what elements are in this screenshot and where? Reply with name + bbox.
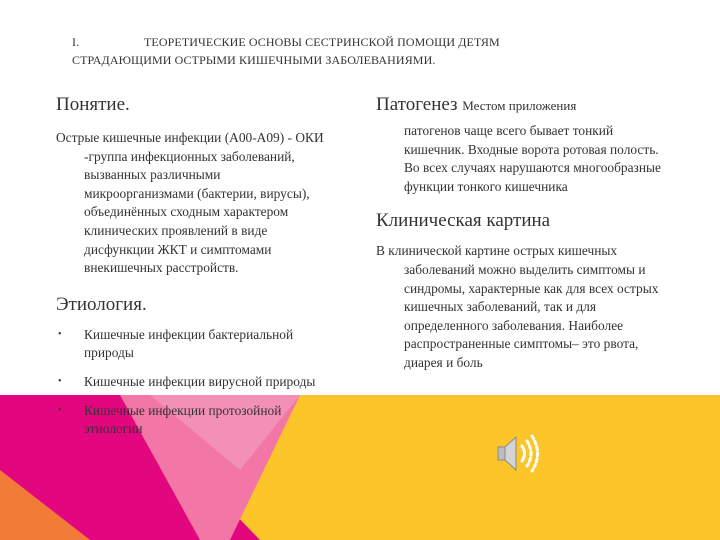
- bullet-icon: •: [58, 404, 62, 416]
- page-title: [72, 33, 672, 69]
- etiology-heading: Этиология.: [56, 293, 147, 315]
- pathogenesis-heading: Патогенез: [376, 94, 458, 115]
- list-item: • Кишечные инфекции протозойной этиологии: [58, 402, 282, 437]
- clinical-heading: Клиническая картина: [376, 210, 551, 232]
- pathogenesis-lead: Местом приложения: [462, 98, 577, 113]
- title-number: I.: [72, 35, 80, 49]
- clinical-text: В клинической картине острых кишечных заболеваний можно выделить симптомы и синдромы, характерные как для всех острых кишечных заболеваний, так и для определенного заболевания. Наиболее распространенные симптомы– это рвота, диарея и боль: [376, 243, 659, 370]
- title-line-1: ТЕОРЕТИЧЕСКИЕ ОСНОВЫ СЕСТРИНСКОЙ ПОМОЩИ ДЕТЯМ: [144, 35, 500, 49]
- pathogenesis-heading-line: [376, 94, 666, 117]
- title-line-2: СТРАДАЮЩИМИ ОСТРЫМИ КИШЕЧНЫМИ ЗАБОЛЕВАНИЯМИ.: [72, 53, 436, 67]
- bullet-icon: •: [58, 375, 62, 387]
- left-column: [56, 94, 326, 449]
- etiology-list: [56, 326, 326, 439]
- bullet-icon: •: [58, 328, 62, 340]
- list-item: • Кишечные инфекции бактериальной природы: [58, 326, 294, 361]
- concept-text: Острые кишечные инфекции (А00-А09) - ОКИ -группа инфекционных заболеваний, вызванных различными микроорганизмами (бактерии, вирусы), объединённых сходным характером клинических проявлений в виде дисфункции ЖКТ и симптомами внекишечных расстройств.: [56, 130, 324, 276]
- pathogenesis-text: патогенов чаще всего бывает тонкий кишечник. Входные ворота ротовая полость. Во всех случаях нарушаются многообразные функции тонкого кишечника: [404, 123, 661, 194]
- concept-heading: Понятие.: [56, 94, 130, 115]
- right-column: [376, 94, 666, 373]
- speaker-icon[interactable]: [492, 432, 546, 476]
- list-item: • Кишечные инфекции вирусной природы: [56, 373, 326, 392]
